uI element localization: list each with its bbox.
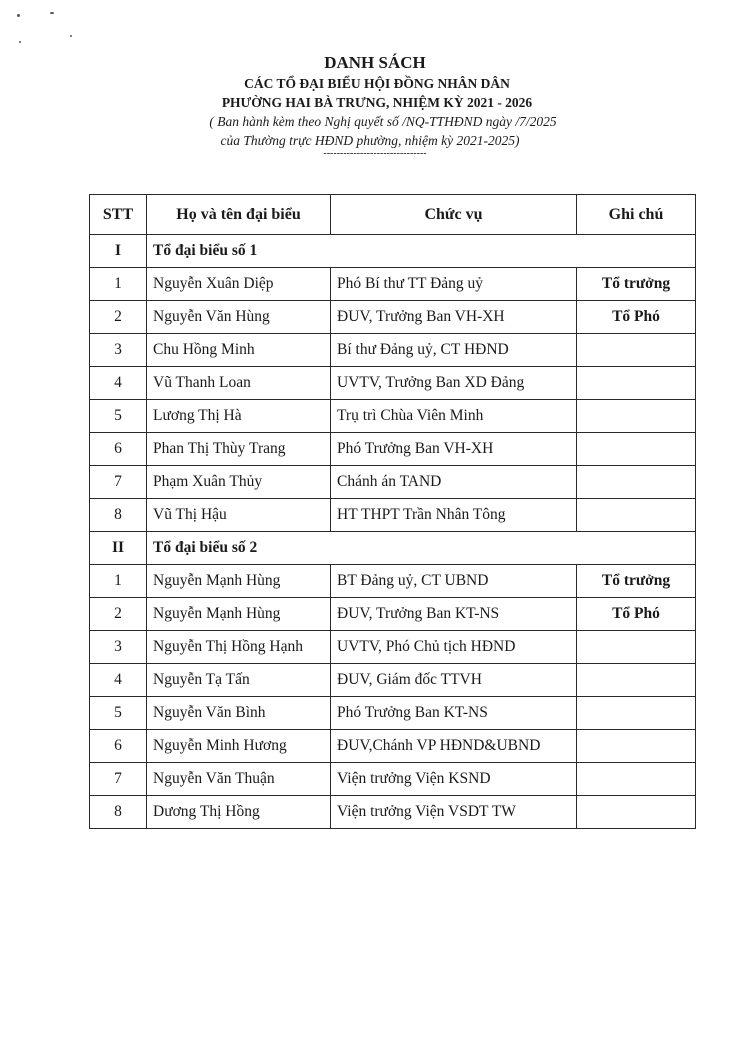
table-row (90, 433, 696, 466)
delegate-table (89, 194, 696, 829)
cell-note (577, 367, 696, 400)
cell-role: Viện trưởng Viện KSND (331, 763, 577, 796)
table-row (90, 301, 696, 334)
column-header-name: Họ và tên đại biểu (147, 195, 331, 235)
cell-stt: 6 (90, 730, 147, 763)
cell-stt: 2 (90, 301, 147, 334)
cell-note (577, 433, 696, 466)
cell-note: Tổ trưởng (577, 268, 696, 301)
document-subtitle-line2: PHƯỜNG HAI BÀ TRƯNG, NHIỆM KỲ 2021 - 2026 (221, 95, 533, 110)
cell-stt: 8 (90, 796, 147, 829)
column-header-role: Chức vụ (331, 195, 577, 235)
cell-note (577, 334, 696, 367)
cell-role: Trụ trì Chùa Viên Minh (331, 400, 577, 433)
cell-name: Nguyễn Mạnh Hùng (147, 598, 331, 631)
cell-note (577, 631, 696, 664)
cell-name: Lương Thị Hà (147, 400, 331, 433)
cell-name: Vũ Thị Hậu (147, 499, 331, 532)
group-label: Tổ đại biểu số 1 (147, 235, 696, 268)
column-header-stt: STT (90, 195, 147, 235)
table-row (90, 631, 696, 664)
cell-role: Chánh án TAND (331, 466, 577, 499)
table-row (90, 796, 696, 829)
header-separator: ------------------------------- (323, 148, 427, 159)
cell-role: UVTV, Trưởng Ban XD Đảng (331, 367, 577, 400)
cell-stt: 5 (90, 697, 147, 730)
cell-role: Phó Trưởng Ban VH-XH (331, 433, 577, 466)
cell-name: Vũ Thanh Loan (147, 367, 331, 400)
table-row (90, 268, 696, 301)
cell-stt: 1 (90, 565, 147, 598)
cell-name: Nguyễn Mạnh Hùng (147, 565, 331, 598)
table-row (90, 499, 696, 532)
cell-role: ĐUV, Trưởng Ban VH-XH (331, 301, 577, 334)
table-row (90, 697, 696, 730)
cell-stt: 8 (90, 499, 147, 532)
cell-note (577, 730, 696, 763)
document-note-line1: ( Ban hành kèm theo Nghị quyết số /NQ-TTHĐND ngày /7/2025 (209, 114, 557, 129)
cell-name: Nguyễn Văn Hùng (147, 301, 331, 334)
cell-note (577, 400, 696, 433)
table-row (90, 334, 696, 367)
cell-note: Tổ Phó (577, 598, 696, 631)
cell-role: Phó Trưởng Ban KT-NS (331, 697, 577, 730)
group-row-1 (90, 235, 696, 268)
scan-speck (50, 12, 54, 14)
cell-stt: 1 (90, 268, 147, 301)
cell-stt: 7 (90, 763, 147, 796)
cell-role: ĐUV, Trưởng Ban KT-NS (331, 598, 577, 631)
cell-role: ĐUV,Chánh VP HĐND&UBND (331, 730, 577, 763)
cell-note: Tổ trưởng (577, 565, 696, 598)
cell-note (577, 664, 696, 697)
group-row-2 (90, 532, 696, 565)
table-row (90, 664, 696, 697)
table-row (90, 763, 696, 796)
cell-role: BT Đảng uỷ, CT UBND (331, 565, 577, 598)
table-row (90, 367, 696, 400)
group-roman: II (90, 532, 147, 565)
column-header-note: Ghi chú (577, 195, 696, 235)
cell-note (577, 763, 696, 796)
cell-role: Phó Bí thư TT Đảng uỷ (331, 268, 577, 301)
cell-name: Phan Thị Thùy Trang (147, 433, 331, 466)
document-note-line2: của Thường trực HĐND phường, nhiệm kỳ 2021-2025) (220, 133, 520, 148)
scan-speck (17, 14, 20, 17)
cell-name: Nguyễn Văn Thuận (147, 763, 331, 796)
cell-note: Tổ Phó (577, 301, 696, 334)
cell-name: Dương Thị Hồng (147, 796, 331, 829)
cell-stt: 2 (90, 598, 147, 631)
cell-stt: 3 (90, 631, 147, 664)
cell-stt: 4 (90, 367, 147, 400)
cell-name: Nguyễn Thị Hồng Hạnh (147, 631, 331, 664)
scan-speck (70, 35, 72, 37)
cell-note (577, 697, 696, 730)
cell-stt: 5 (90, 400, 147, 433)
table-row (90, 565, 696, 598)
table-row (90, 400, 696, 433)
cell-stt: 6 (90, 433, 147, 466)
cell-name: Nguyễn Xuân Diệp (147, 268, 331, 301)
cell-role: HT THPT Trần Nhân Tông (331, 499, 577, 532)
cell-name: Nguyễn Minh Hương (147, 730, 331, 763)
cell-name: Nguyễn Văn Bình (147, 697, 331, 730)
group-roman: I (90, 235, 147, 268)
cell-name: Chu Hồng Minh (147, 334, 331, 367)
cell-role: UVTV, Phó Chủ tịch HĐND (331, 631, 577, 664)
cell-note (577, 499, 696, 532)
cell-role: ĐUV, Giám đốc TTVH (331, 664, 577, 697)
cell-name: Phạm Xuân Thủy (147, 466, 331, 499)
document-subtitle-line1: CÁC TỔ ĐẠI BIỂU HỘI ĐỒNG NHÂN DÂN (244, 76, 510, 91)
table-row (90, 466, 696, 499)
scan-speck (19, 41, 21, 43)
cell-note (577, 466, 696, 499)
table-row (90, 598, 696, 631)
cell-role: Viện trưởng Viện VSDT TW (331, 796, 577, 829)
cell-role: Bí thư Đảng uỷ, CT HĐND (331, 334, 577, 367)
cell-name: Nguyễn Tạ Tấn (147, 664, 331, 697)
document-header (0, 52, 740, 160)
cell-stt: 7 (90, 466, 147, 499)
table-row (90, 730, 696, 763)
group-label: Tổ đại biểu số 2 (147, 532, 696, 565)
document-title: DANH SÁCH (324, 53, 426, 72)
cell-stt: 4 (90, 664, 147, 697)
cell-note (577, 796, 696, 829)
cell-stt: 3 (90, 334, 147, 367)
table-header-row (90, 195, 696, 235)
